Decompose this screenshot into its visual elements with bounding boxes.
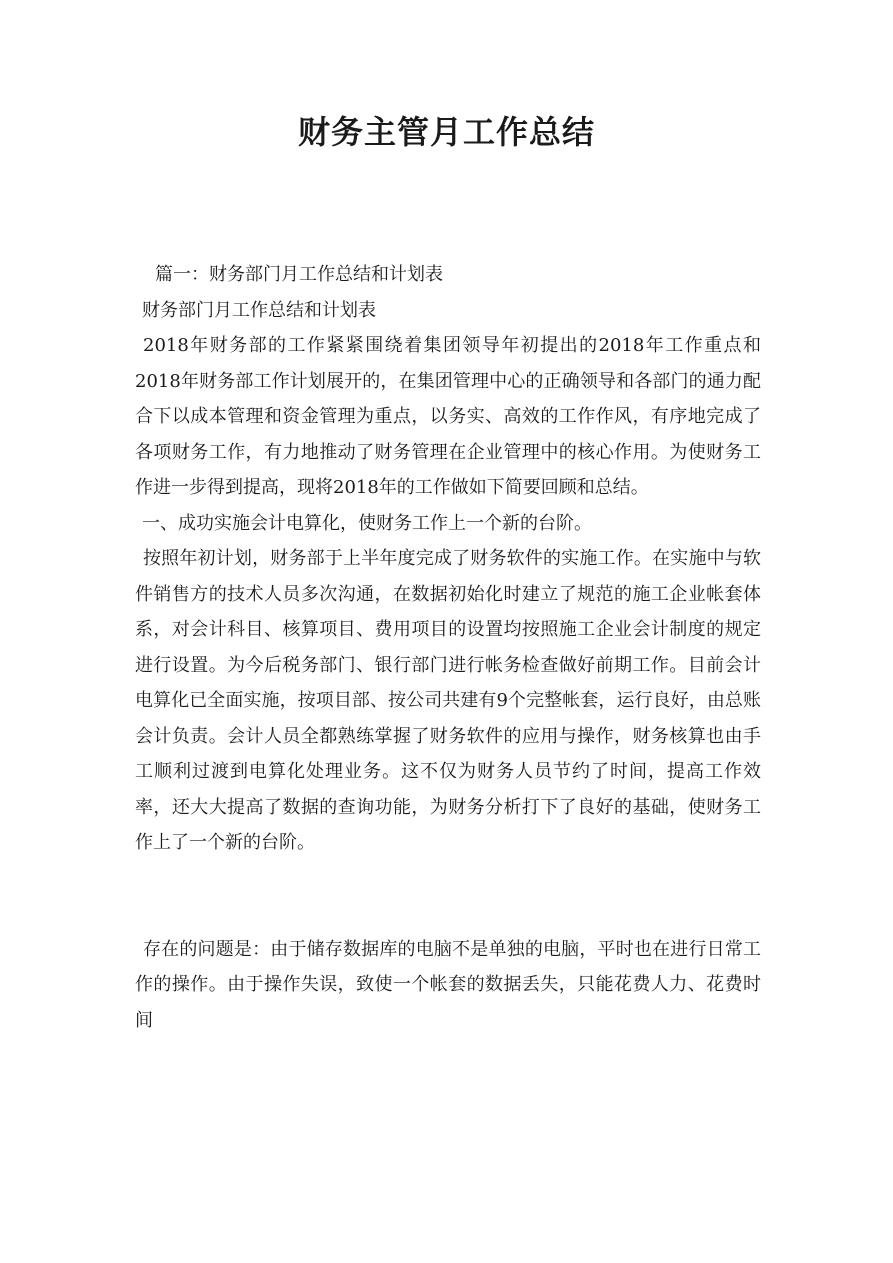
paragraph-heading-1: 一、成功实施会计电算化，使财务工作上一个新的台阶。 — [142, 512, 592, 534]
paragraph-gap — [135, 861, 761, 932]
section-heading: 篇一：财务部门月工作总结和计划表 — [155, 264, 443, 285]
paragraph-computerization: 按照年初计划，财务部于上半年度完成了财务软件的实施工作。在实施中与软件销售方的技术人员多次沟通，在数据初始化时建立了规范的施工企业帐套体系，对会计科目、核算项目、费用项目的设置均按照施工企业会计制度的规定进行设置。为今后税务部门、银行部门进行帐务检查做好前期工作。目前会计电算化已全面实施，按项目部、按公司共建有9个完整帐套，运行良好，由总账会计负责。会计人员全都熟练掌握了财务软件的应用与操作，财务核算也由手工顺利过渡到电算化处理业务。这不仅为财务人员节约了时间，提高工作效率，还大大提高了数据的查询功能，为财务分析打下了良好的基础，使财务工作上了一个新的台阶。 — [135, 548, 761, 853]
document-body — [135, 257, 761, 1038]
document-title: 财务主管月工作总结 — [297, 113, 595, 151]
paragraph-problems: 存在的问题是：由于储存数据库的电脑不是单独的电脑，平时也在进行日常工作的操作。由于操作失误，致使一个帐套的数据丢失，只能花费人力、花费时间 — [135, 938, 761, 1031]
paragraph-intro: 2018年财务部的工作紧紧围绕着集团领导年初提出的2018年工作重点和2018年财务部工作计划展开的，在集团管理中心的正确领导和各部门的通力配合下以成本管理和资金管理为重点，以务实、高效的工作作风，有序地完成了各项财务工作，有力地推动了财务管理在企业管理中的核心作用。为使财务工作进一步得到提高，现将2018年的工作做如下简要回顾和总结。 — [135, 335, 761, 498]
subtitle: 财务部门月工作总结和计划表 — [142, 299, 376, 321]
